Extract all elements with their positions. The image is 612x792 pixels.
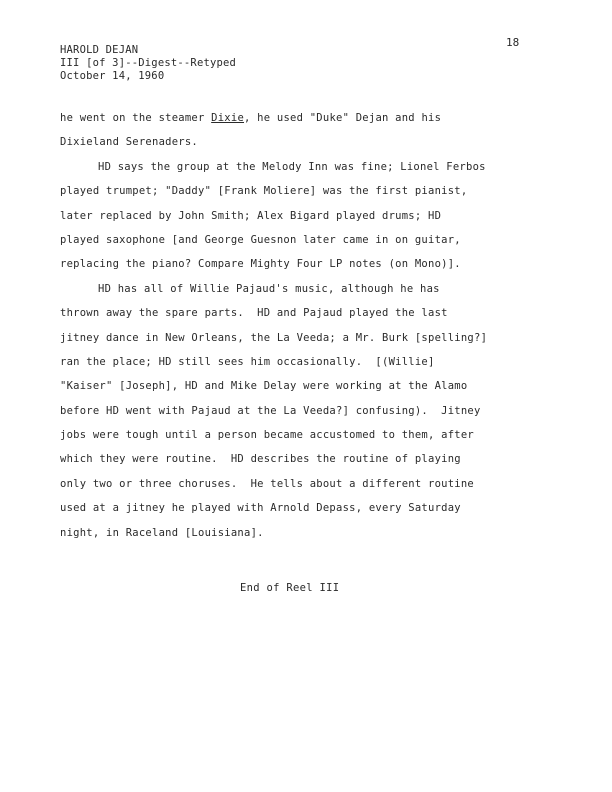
- body-line: jitney dance in New Orleans, the La Veeda; a Mr. Burk [spelling?]: [60, 331, 488, 344]
- interview-date: October 14, 1960: [60, 70, 165, 82]
- digest-body: [60, 110, 540, 549]
- body-text-fragment: , he used "Duke" Dejan and his: [244, 112, 442, 124]
- body-line: night, in Raceland [Louisiana].: [60, 526, 264, 539]
- body-line: only two or three choruses. He tells about a different routine: [60, 477, 475, 490]
- body-text-fragment: he went on the steamer: [60, 112, 212, 124]
- body-line: played saxophone [and George Guesnon later came in on guitar,: [60, 233, 461, 246]
- body-line: used at a jitney he played with Arnold Depass, every Saturday: [60, 502, 461, 515]
- body-line: Dixieland Serenaders.: [60, 136, 199, 149]
- body-line: played trumpet; "Daddy" [Frank Moliere] was the first pianist,: [60, 185, 468, 198]
- body-line: jobs were tough until a person became accustomed to them, after: [60, 429, 475, 442]
- body-line: "Kaiser" [Joseph], HD and Mike Delay were working at the Alamo: [60, 380, 468, 393]
- reel-label: III [of 3]--Digest--Retyped: [60, 57, 237, 69]
- document-header: [60, 44, 236, 83]
- body-line: before HD went with Pajaud at the La Veeda?] confusing). Jitney: [60, 404, 481, 417]
- paragraph-start-line: HD has all of Willie Pajaud's music, although he has: [98, 282, 440, 295]
- body-line: replacing the piano? Compare Mighty Four LP notes (on Mono)].: [60, 258, 461, 271]
- interviewee-name: HAROLD DEJAN: [60, 44, 139, 56]
- body-line: later replaced by John Smith; Alex Bigard played drums; HD: [60, 209, 442, 222]
- body-line: ran the place; HD still sees him occasionally. [(Willie]: [60, 355, 435, 368]
- end-of-reel-note: End of Reel III: [240, 582, 340, 594]
- body-line: thrown away the spare parts. HD and Pajaud played the last: [60, 307, 448, 320]
- body-line: which they were routine. HD describes the routine of playing: [60, 453, 461, 466]
- body-line: [60, 110, 540, 134]
- paragraph-start-line: HD says the group at the Melody Inn was fine; Lionel Ferbos: [98, 160, 486, 173]
- steamer-name: Dixie: [211, 112, 245, 124]
- page-number: 18: [506, 36, 520, 49]
